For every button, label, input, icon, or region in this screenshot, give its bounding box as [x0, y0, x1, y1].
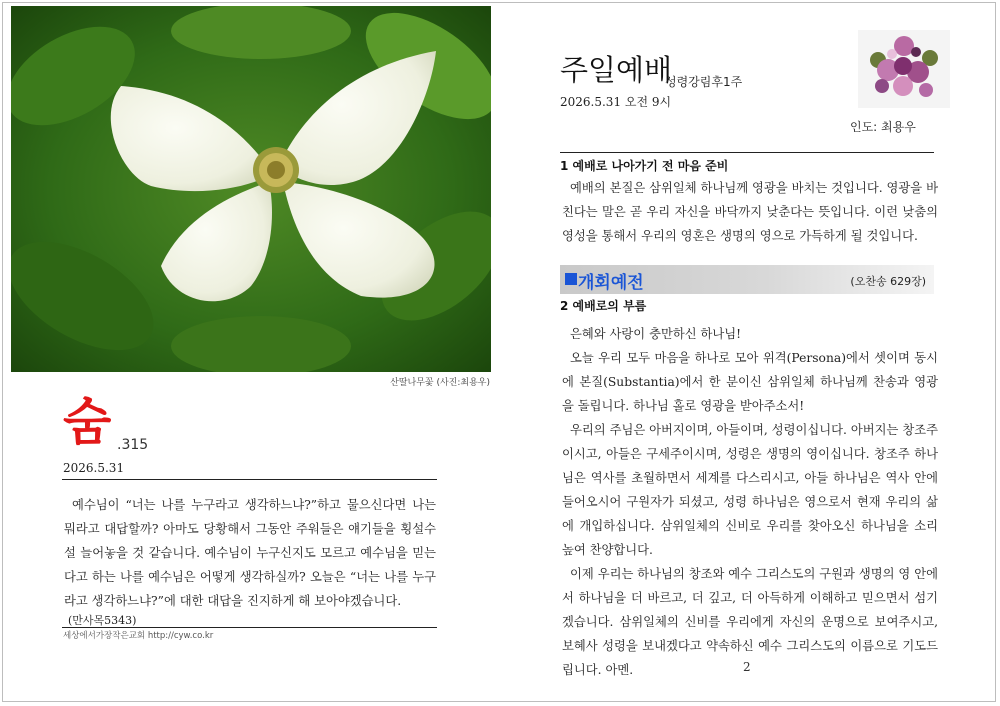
page-title: 주일예배 — [560, 53, 673, 87]
dogwood-flower-photo — [11, 6, 491, 372]
section-1-text: 예배의 본질은 삼위일체 하나님께 영광을 바치는 것입니다. 영광을 바친다는 말은 곧 우리 자신을 바닥까지 낮춘다는 뜻입니다. 이런 낮춤의 영성을 통해서 우리의 영혼은 생명의 영으로 가득하게 될 것입니다. — [562, 181, 938, 243]
section-2-paragraph: 이제 우리는 하나님의 창조와 예수 그리스도의 구원과 생명의 영 안에서 하나님을 더 바르고, 더 깊고, 더 아득하게 이해하고 믿으면서 섬기겠습니다. 삼위일체의 신비를 우리에게 자신의 운명으로 보여주시고, 보혜사 성령을 보내겠다고 약속하신 예수 그리스도의 이름으로 기도드립니다. 아멘. — [562, 567, 938, 677]
service-datetime: 2026.5.31 오전 9시 — [560, 95, 672, 109]
sum-number: .315 — [117, 437, 149, 453]
sum-title: 숨 — [63, 393, 112, 451]
opening-rite-banner — [560, 265, 934, 294]
square-bullet-icon — [565, 273, 577, 285]
page-subtitle: 성령강림후1주 — [665, 75, 743, 89]
left-date: 2026.5.31 — [63, 461, 125, 475]
sum-reference: (만사목5343) — [68, 614, 137, 627]
section-1-body — [562, 176, 938, 248]
flower-bouquet-image — [858, 30, 950, 108]
photo-caption: 산딸나무꽃 (사진:최용우) — [390, 378, 490, 388]
sum-text: 예수님이 “너는 나를 누구라고 생각하느냐?”하고 물으신다면 나는 뭐라고 대답할까? 아마도 당황해서 그동안 주워들은 얘기들을 횡설수설 늘어놓을 것 같습니다. 예수님이 누구신지도 모르고 예수님을 믿는다고 하는 나를 예수님은 어떻게 생각하실까? 오늘은 “너는 나를 누구라고 생각하느냐?”에 대한 대답을 진지하게 해 보아야겠습니다. — [64, 498, 436, 608]
footer-site: 세상에서가장작은교회 http://cyw.co.kr — [63, 631, 214, 641]
sum-body — [64, 493, 436, 629]
divider — [560, 152, 934, 153]
section-2-body — [562, 322, 938, 682]
page-number: 2 — [743, 660, 751, 674]
hymn-number: (오찬송 629장) — [850, 275, 926, 288]
section-1-heading: 1 예배로 나아가기 전 마음 준비 — [560, 159, 729, 173]
section-2-heading: 2 예배로의 부름 — [560, 299, 647, 313]
divider — [62, 479, 437, 480]
section-2-paragraph: 오늘 우리 모두 마음을 하나로 모아 위격(Persona)에서 셋이며 동시에 본질(Substantia)에서 한 분이신 삼위일체 하나님께 찬송과 영광을 돌립니다. 하나님 홀로 영광을 받아주소서! — [562, 351, 938, 413]
divider — [62, 627, 437, 628]
section-2-paragraph: 은혜와 사랑이 충만하신 하나님! — [570, 327, 742, 341]
banner-title: 개회예전 — [578, 273, 644, 293]
worship-leader: 인도: 최용우 — [850, 120, 916, 134]
section-2-paragraph: 우리의 주님은 아버지이며, 아들이며, 성령이십니다. 아버지는 창조주이시고, 아들은 구세주이시며, 성령은 생명의 영이십니다. 창조주 하나님은 역사를 초월하면서 세계를 다스리시고, 아들 하나님은 역사 안에 들어오시어 구원자가 되셨고, 성령 하나님은 영으로서 현재 우리의 삶에 개입하십니다. 삼위일체의 신비로 우리를 찾아오신 하나님을 소리 높여 찬양합니다. — [562, 423, 938, 557]
